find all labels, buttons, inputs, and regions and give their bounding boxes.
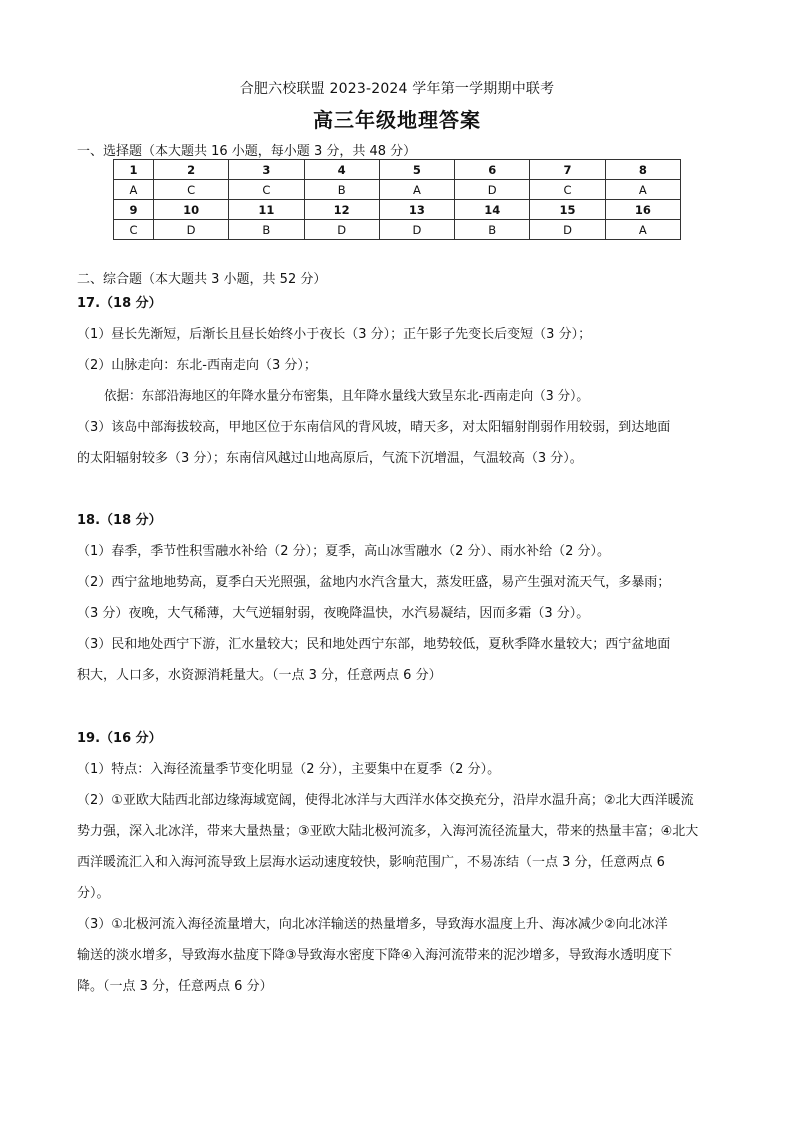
- table-cell: 16: [605, 200, 680, 220]
- q19-line-1: （1）特点：入海径流量季节变化明显（2 分），主要集中在夏季（2 分）。: [77, 762, 501, 777]
- table-row: [114, 200, 681, 220]
- table-cell: A: [605, 220, 680, 240]
- q19-line-6: （3）①北极河流入海径流量增大，向北冰洋输送的热量增多，导致海水温度上升、海冰减少②向北冰洋: [77, 917, 668, 932]
- table-cell: 4: [304, 160, 379, 180]
- q19-line-5: 分）。: [77, 886, 110, 901]
- document-title: 高三年级地理答案: [313, 108, 481, 132]
- table-cell: 6: [455, 160, 530, 180]
- q19-line-3: 势力强，深入北冰洋，带来大量热量；③亚欧大陆北极河流多，入海河流径流量大，带来的热量丰富；④北大: [77, 824, 699, 839]
- table-cell: D: [153, 220, 228, 240]
- table-cell: D: [304, 220, 379, 240]
- section1-heading: 一、选择题（本大题共 16 小题，每小题 3 分，共 48 分）: [77, 144, 417, 159]
- q19-line-8: 降。（一点 3 分，任意两点 6 分）: [77, 979, 273, 994]
- q17-line-3: 依据：东部沿海地区的年降水量分布密集，且年降水量线大致呈东北-西南走向（3 分）。: [104, 389, 589, 404]
- q19-line-4: 西洋暖流汇入和入海河流导致上层海水运动速度较快，影响范围广，不易冻结（一点 3 分，任意两点 6: [77, 855, 665, 870]
- table-cell: B: [229, 220, 304, 240]
- q17-line-1: （1）昼长先渐短，后渐长且昼长始终小于夜长（3 分）；正午影子先变长后变短（3 分）；: [77, 327, 592, 342]
- q17-line-5: 的太阳辐射较多（3 分）；东南信风越过山地高原后，气流下沉增温，气温较高（3 分）。: [77, 451, 583, 466]
- table-cell: 3: [229, 160, 304, 180]
- table-cell: 5: [379, 160, 454, 180]
- q17-title: 17.（18 分）: [77, 296, 162, 311]
- table-cell: 2: [153, 160, 228, 180]
- q19-title: 19.（16 分）: [77, 731, 162, 746]
- table-cell: 10: [153, 200, 228, 220]
- q18-line-4: （3）民和地处西宁下游，汇水量较大；民和地处西宁东部，地势较低，夏秋季降水量较大；西宁盆地面: [77, 637, 671, 652]
- q18-line-3: （3 分）夜晚，大气稀薄，大气逆辐射弱，夜晚降温快，水汽易凝结，因而多霜（3 分）。: [77, 606, 590, 621]
- table-cell: A: [114, 180, 154, 200]
- table-cell: C: [114, 220, 154, 240]
- table-cell: A: [379, 180, 454, 200]
- table-cell: 12: [304, 200, 379, 220]
- table-cell: 9: [114, 200, 154, 220]
- table-row: [114, 160, 681, 180]
- q19-line-7: 输送的淡水增多，导致海水盐度下降③导致海水密度下降④入海河流带来的泥沙增多，导致海水透明度下: [77, 948, 673, 963]
- table-cell: D: [379, 220, 454, 240]
- q19-line-2: （2）①亚欧大陆西北部边缘海域宽阔，使得北冰洋与大西洋水体交换充分，沿岸水温升高；②北大西洋暖流: [77, 793, 694, 808]
- table-cell: 11: [229, 200, 304, 220]
- table-cell: 1: [114, 160, 154, 180]
- table-cell: C: [153, 180, 228, 200]
- q17-line-4: （3）该岛中部海拔较高，甲地区位于东南信风的背风坡，晴天多，对太阳辐射削弱作用较弱，到达地面: [77, 420, 671, 435]
- table-cell: 13: [379, 200, 454, 220]
- q18-line-2: （2）西宁盆地地势高，夏季白天光照强，盆地内水汽含量大，蒸发旺盛，易产生强对流天气，多暴雨；: [77, 575, 671, 590]
- section2-heading: 二、综合题（本大题共 3 小题，共 52 分）: [77, 272, 327, 287]
- q18-title: 18.（18 分）: [77, 513, 162, 528]
- q18-line-5: 积大，人口多，水资源消耗量大。（一点 3 分，任意两点 6 分）: [77, 668, 442, 683]
- table-cell: D: [530, 220, 605, 240]
- table-cell: B: [304, 180, 379, 200]
- q18-line-1: （1）春季，季节性积雪融水补给（2 分）；夏季，高山冰雪融水（2 分）、雨水补给（2 分）。: [77, 544, 610, 559]
- table-cell: 7: [530, 160, 605, 180]
- table-cell: 15: [530, 200, 605, 220]
- table-cell: B: [455, 220, 530, 240]
- exam-title: 合肥六校联盟 2023-2024 学年第一学期期中联考: [239, 81, 555, 97]
- table-cell: C: [229, 180, 304, 200]
- table-cell: 8: [605, 160, 680, 180]
- table-row: [114, 180, 681, 200]
- table-cell: A: [605, 180, 680, 200]
- answer-table: [113, 159, 681, 240]
- table-cell: C: [530, 180, 605, 200]
- q17-line-2: （2）山脉走向：东北-西南走向（3 分）；: [77, 358, 317, 373]
- table-cell: 14: [455, 200, 530, 220]
- table-row: [114, 220, 681, 240]
- table-cell: D: [455, 180, 530, 200]
